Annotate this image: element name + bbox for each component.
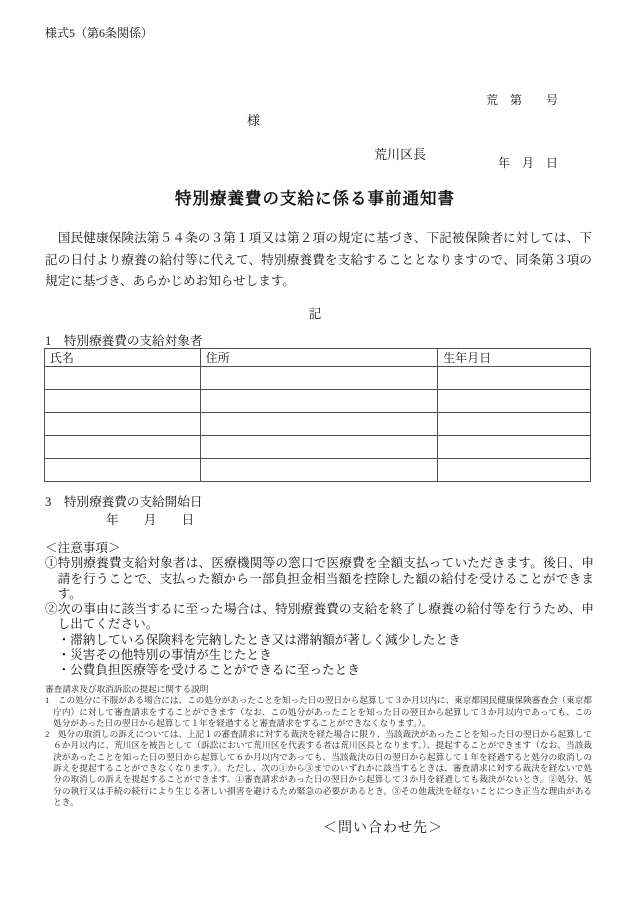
legal-explanation-section — [45, 684, 592, 808]
table-row — [45, 390, 591, 413]
column-header-address: 住所 — [200, 349, 438, 367]
legal-heading: 審査請求及び取消訴訟の提起に関する説明 — [45, 684, 209, 694]
contact-label: ＜問い合わせ先＞ — [323, 821, 443, 836]
recipient-honorific: 様 — [247, 113, 261, 128]
table-cell — [45, 390, 201, 413]
document-date-line: 年 月 日 — [497, 156, 558, 170]
recipients-table-head — [45, 349, 591, 367]
table-cell — [45, 436, 201, 459]
document-title: 特別療養費の支給に係る事前通知書 — [175, 189, 455, 208]
table-cell — [200, 367, 438, 390]
legal-item: 1 この処分に不服がある場合には、この処分があったことを知った日の翌日から起算して３か月以内に、東京都国民健康保険審査会（東京都庁内）に対して審査請求をすることができます（なお、この処分があったことを知った日の翌日から起算して３か月以内であっても、この処分があった日の翌日から起算して１年を経過すると審査請求をすることができなくなります。）。 — [45, 695, 592, 728]
legal-item: 2 処分の取消しの訴えについては、上記１の審査請求に対する裁決を経た場合に限り、当該裁決があったことを知った日の翌日から起算して６か月以内に、荒川区を被告として（訴訟において荒川区を代表する者は荒川区長となります。）、提起することができます（なお、当該裁決があったことを知った日の翌日から起算して６か月以内であっても、当該裁決の日の翌日から起算して１年を経過すると処分の取消しの訴えを提起することができなくなります。）。ただし、次の①から③までのいずれかに該当するときは、審査請求に対する裁決を経ないで処分の取消しの訴えを提起することができます。①審査請求があった日の翌日から起算して３か月を経過しても裁決がないとき。②処分、処分の執行又は手続の続行により生じる著しい損害を避けるため緊急の必要があるとき。③その他裁決を経ないことにつき正当な理由があるとき。 — [45, 729, 592, 807]
table-cell — [438, 436, 591, 459]
sender-name: 荒川区長 — [374, 147, 427, 162]
ki-label: 記 — [308, 307, 322, 321]
table-cell — [438, 390, 591, 413]
table-cell — [200, 459, 438, 482]
table-cell — [438, 459, 591, 482]
note-bullet: ・公費負担医療等を受けることができるに至ったとき — [57, 663, 360, 678]
section3-heading: 3 特別療養費の支給開始日 — [45, 495, 203, 509]
table-cell — [200, 390, 438, 413]
table-row — [45, 436, 591, 459]
section1-heading: 1 特別療養費の支給対象者 — [45, 334, 203, 348]
table-cell — [438, 367, 591, 390]
table-row — [45, 413, 591, 436]
table-cell — [200, 413, 438, 436]
section3-date-line: 年 月 日 — [106, 513, 195, 527]
recipients-table — [44, 348, 591, 482]
document-number-line: 荒 第 号 — [485, 93, 558, 107]
recipients-table-body — [45, 367, 591, 482]
table-header-row — [45, 349, 591, 367]
table-cell — [45, 459, 201, 482]
note-item: ①特別療養費支給対象者は、医療機関等の窓口で医療費を全額支払っていただきます。後日、申請を行うことで、支払った額から一部負担金相当額を控除した額の給付を受けることができます。 — [45, 556, 594, 601]
note-bullet: ・滞納している保険料を完納したとき又は滞納額が著しく減少したとき — [57, 632, 461, 647]
column-header-birthdate: 生年月日 — [438, 349, 591, 367]
form-number: 様式5（第6条関係） — [45, 26, 154, 40]
table-row — [45, 367, 591, 390]
table-cell — [438, 413, 591, 436]
table-row — [45, 459, 591, 482]
note-bullet: ・災害その他特別の事情が生じたとき — [57, 648, 272, 663]
notes-heading: ＜注意事項＞ — [45, 541, 121, 555]
column-header-name: 氏名 — [45, 349, 201, 367]
notes-section — [45, 541, 594, 679]
body-paragraph: 国民健康保険法第５４条の３第１項又は第２項の規定に基づき、下記被保険者に対しては、下記の日付より療養の給付等に代えて、特別療養費を支給することとなりますので、同条第３項の規定に基づき、あらかじめお知らせします。 — [45, 231, 592, 288]
table-cell — [200, 436, 438, 459]
table-cell — [45, 413, 201, 436]
table-cell — [45, 367, 201, 390]
note-item: ②次の事由に該当するに至った場合は、特別療養費の支給を終了し療養の給付等を行うため、申し出てください。 — [45, 602, 594, 632]
